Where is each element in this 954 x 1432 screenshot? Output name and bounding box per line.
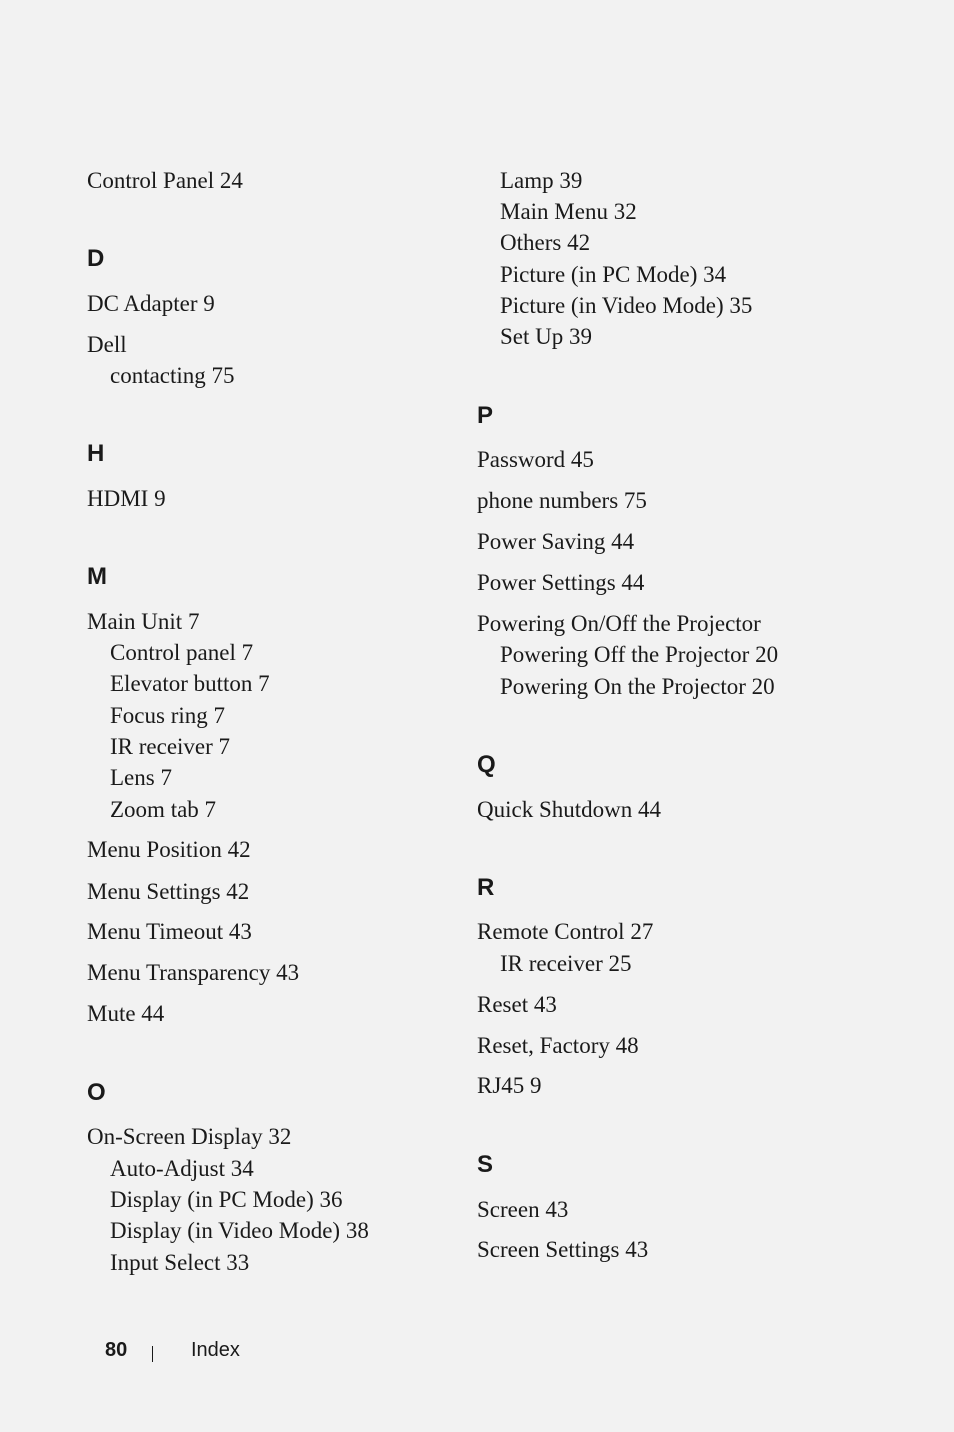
section-letter-r: R — [477, 874, 495, 901]
index-subentry: Powering On the Projector 20 — [500, 674, 775, 699]
index-subentry: contacting 75 — [110, 363, 235, 388]
index-subentry: Input Select 33 — [110, 1250, 250, 1275]
index-subentry: IR receiver 7 — [110, 734, 231, 759]
index-subentry: Auto-Adjust 34 — [110, 1156, 254, 1181]
index-entry: Password 45 — [477, 447, 594, 472]
index-entry: Screen 43 — [477, 1197, 569, 1222]
index-entry: Menu Timeout 43 — [87, 919, 252, 944]
footer-section-title: Index — [191, 1339, 240, 1361]
page-number: 80 — [105, 1339, 128, 1361]
index-subentry: Powering Off the Projector 20 — [500, 642, 779, 667]
index-entry: Reset, Factory 48 — [477, 1033, 639, 1058]
section-letter-o: O — [87, 1079, 106, 1106]
index-entry: Remote Control 27 — [477, 919, 654, 944]
index-entry: Power Saving 44 — [477, 529, 635, 554]
section-letter-h: H — [87, 440, 105, 467]
index-entry: Powering On/Off the Projector — [477, 611, 761, 636]
index-entry: Mute 44 — [87, 1001, 165, 1026]
index-entry: Menu Settings 42 — [87, 879, 250, 904]
index-subentry: Lens 7 — [110, 765, 172, 790]
index-entry: Power Settings 44 — [477, 570, 645, 595]
index-subentry: Others 42 — [500, 230, 591, 255]
index-entry: Control Panel 24 — [87, 168, 243, 193]
index-subentry: Main Menu 32 — [500, 199, 637, 224]
index-entry: On-Screen Display 32 — [87, 1124, 292, 1149]
index-subentry: IR receiver 25 — [500, 951, 632, 976]
index-entry: Quick Shutdown 44 — [477, 797, 661, 822]
index-entry: Screen Settings 43 — [477, 1237, 649, 1262]
index-entry: DC Adapter 9 — [87, 291, 215, 316]
index-subentry: Zoom tab 7 — [110, 797, 217, 822]
index-subentry: Display (in PC Mode) 36 — [110, 1187, 343, 1212]
index-subentry: Control panel 7 — [110, 640, 254, 665]
index-entry: phone numbers 75 — [477, 488, 647, 513]
index-subentry: Elevator button 7 — [110, 671, 270, 696]
section-letter-m: M — [87, 563, 107, 590]
section-letter-d: D — [87, 245, 105, 272]
index-entry: Dell — [87, 332, 127, 357]
index-subentry: Focus ring 7 — [110, 703, 225, 728]
index-entry: HDMI 9 — [87, 486, 166, 511]
section-letter-p: P — [477, 402, 494, 429]
index-subentry: Picture (in Video Mode) 35 — [500, 293, 753, 318]
index-subentry: Display (in Video Mode) 38 — [110, 1218, 369, 1243]
index-subentry: Picture (in PC Mode) 34 — [500, 262, 727, 287]
index-entry: Main Unit 7 — [87, 609, 200, 634]
index-entry: Menu Transparency 43 — [87, 960, 300, 985]
index-entry: Menu Position 42 — [87, 837, 251, 862]
footer-divider — [152, 1346, 153, 1362]
section-letter-s: S — [477, 1151, 494, 1178]
index-entry: RJ45 9 — [477, 1073, 542, 1098]
index-entry: Reset 43 — [477, 992, 557, 1017]
index-subentry: Set Up 39 — [500, 324, 592, 349]
section-letter-q: Q — [477, 751, 496, 778]
index-subentry: Lamp 39 — [500, 168, 583, 193]
